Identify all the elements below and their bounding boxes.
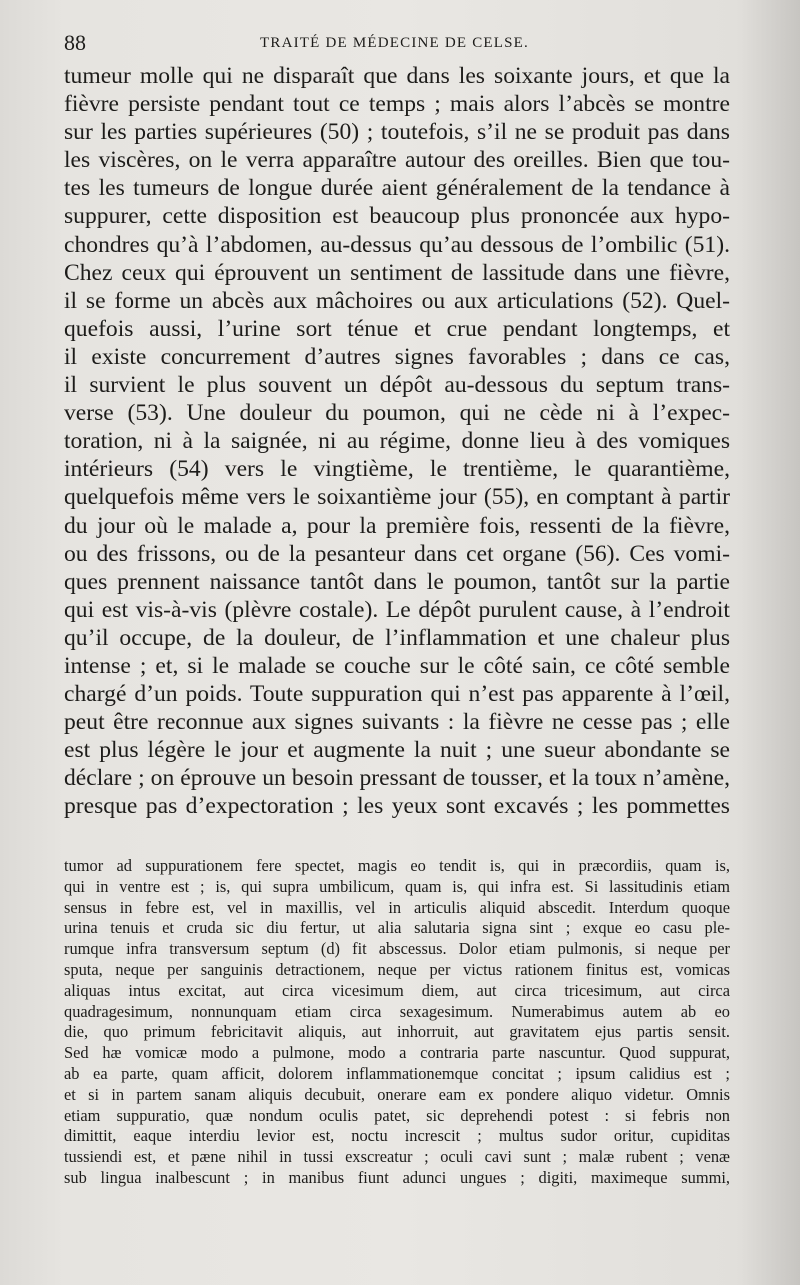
text-line: peut être reconnue aux signes suivants : la fièvre ne cesse pas ; elle: [64, 709, 730, 736]
text-line: il survient le plus souvent un dépôt au-dessous du septum trans-: [64, 372, 730, 399]
footnote-line: etiam suppuratio, quæ nondum oculis patet, sic deprehendi potest : si febris non: [64, 1105, 730, 1125]
latin-original-text: [64, 856, 730, 1189]
footnote-line: qui in ventre est ; is, qui supra umbilicum, quam is, qui infra est. Si lassitudinis etiam: [64, 876, 730, 896]
text-line: toration, ni à la saignée, ni au régime, donne lieu à des vomiques: [64, 428, 730, 455]
text-line: chondres qu’à l’abdomen, au-dessus qu’au dessous de l’ombilic (51).: [64, 231, 730, 258]
footnote-line: aliquas intus excitat, aut circa vicesimum diem, aut circa tricesimum, aut circa: [64, 980, 730, 1000]
text-line: suppurer, cette disposition est beaucoup plus prononcée aux hypo-: [64, 203, 730, 230]
text-line: Chez ceux qui éprouvent un sentiment de lassitude dans une fièvre,: [64, 259, 730, 286]
french-translation-text: [64, 62, 730, 821]
text-line: est plus légère le jour et augmente la nuit ; une sueur abondante se: [64, 737, 730, 764]
text-line: les viscères, on le verra apparaître autour des oreilles. Bien que tou-: [64, 147, 730, 174]
text-line: qu’il occupe, de la douleur, de l’inflammation et une chaleur plus: [64, 624, 730, 651]
text-line: presque pas d’expectoration ; les yeux sont excavés ; les pommettes: [64, 793, 730, 820]
text-line: quefois aussi, l’urine sort ténue et crue pendant longtemps, et: [64, 315, 730, 342]
footnote-line: dimittit, eaque interdiu levior est, noctu increscit ; multus sudor oritur, cupiditas: [64, 1126, 730, 1146]
running-title: TRAITÉ DE MÉDECINE DE CELSE.: [260, 35, 529, 51]
footnote-line: tussiendi est, et pæne nihil in tussi exscreatur ; oculi cavi sunt ; malæ rubent ; venæ: [64, 1147, 730, 1167]
footnote-line: sputa, neque per sanguinis detractionem, neque per victus rationem finitus est, vomicas: [64, 959, 730, 979]
footnote-line: Sed hæ vomicæ modo a pulmone, modo a contraria parte nascuntur. Quod suppurat,: [64, 1043, 730, 1063]
page-number: 88: [64, 30, 86, 55]
footnote-line: et si in partem sanam aliquis decubuit, onerare eam ex pondere aliquo videtur. Omnis: [64, 1084, 730, 1104]
text-line: fièvre persiste pendant tout ce temps ; mais alors l’abcès se montre: [64, 91, 730, 118]
text-line: déclare ; on éprouve un besoin pressant de tousser, et la toux n’amène,: [64, 765, 730, 792]
footnote-line: ab ea parte, quam afficit, dolorem inflammationemque concitat ; ipsum calidius est ;: [64, 1063, 730, 1083]
text-line: ou des frissons, ou de la pesanteur dans cet organe (56). Ces vomi-: [64, 540, 730, 567]
text-line: ques prennent naissance tantôt dans le poumon, tantôt sur la partie: [64, 568, 730, 595]
footnote-line: tumor ad suppurationem fere spectet, magis eo tendit is, qui in præcordiis, quam is,: [64, 856, 730, 875]
footnote-line: sub lingua inalbescunt ; in manibus fiunt adunci ungues ; digiti, maximeque summi,: [64, 1167, 730, 1187]
footnote-line: quadragesimum, nonnunquam etiam circa sexagesimum. Numerabimus autem ab eo: [64, 1001, 730, 1021]
footnote-line: sensus in febre est, vel in maxillis, vel in articulis aliquid abscedit. Interdum quoque: [64, 897, 730, 917]
text-line: tumeur molle qui ne disparaît que dans les soixante jours, et que la: [64, 63, 730, 89]
page-edge-shadow: [740, 0, 800, 1285]
text-line: intense ; et, si le malade se couche sur le côté sain, ce côté semble: [64, 652, 730, 679]
text-line: verse (53). Une douleur du poumon, qui ne cède ni à l’expec-: [64, 400, 730, 427]
text-line: du jour où le malade a, pour la première fois, ressenti de la fièvre,: [64, 512, 730, 539]
text-line: chargé d’un poids. Toute suppuration qui n’est pas apparente à l’œil,: [64, 681, 730, 708]
text-line: il se forme un abcès aux mâchoires ou aux articulations (52). Quel-: [64, 287, 730, 314]
text-line: sur les parties supérieures (50) ; toutefois, s’il ne se produit pas dans: [64, 119, 730, 146]
text-line: qui est vis-à-vis (plèvre costale). Le dépôt purulent cause, à l’endroit: [64, 596, 730, 623]
text-line: tes les tumeurs de longue durée aient généralement de la tendance à: [64, 175, 730, 202]
page-header: [64, 30, 730, 58]
footnote-line: rumque infra transversum septum (d) fit abscessus. Dolor etiam pulmonis, si neque per: [64, 939, 730, 959]
text-line: il existe concurrement d’autres signes favorables ; dans ce cas,: [64, 343, 730, 370]
footnote-line: die, quo primum febricitavit aliquis, aut inhorruit, aut gravitatem ejus partis sensit.: [64, 1022, 730, 1042]
text-line: intérieurs (54) vers le vingtième, le trentième, le quarantième,: [64, 456, 730, 483]
text-line: quelquefois même vers le soixantième jour (55), en comptant à partir: [64, 484, 730, 511]
footnote-line: urina tenuis et cruda sic diu fertur, ut alia salutaria signa sint ; exque eo casu ple-: [64, 918, 730, 938]
